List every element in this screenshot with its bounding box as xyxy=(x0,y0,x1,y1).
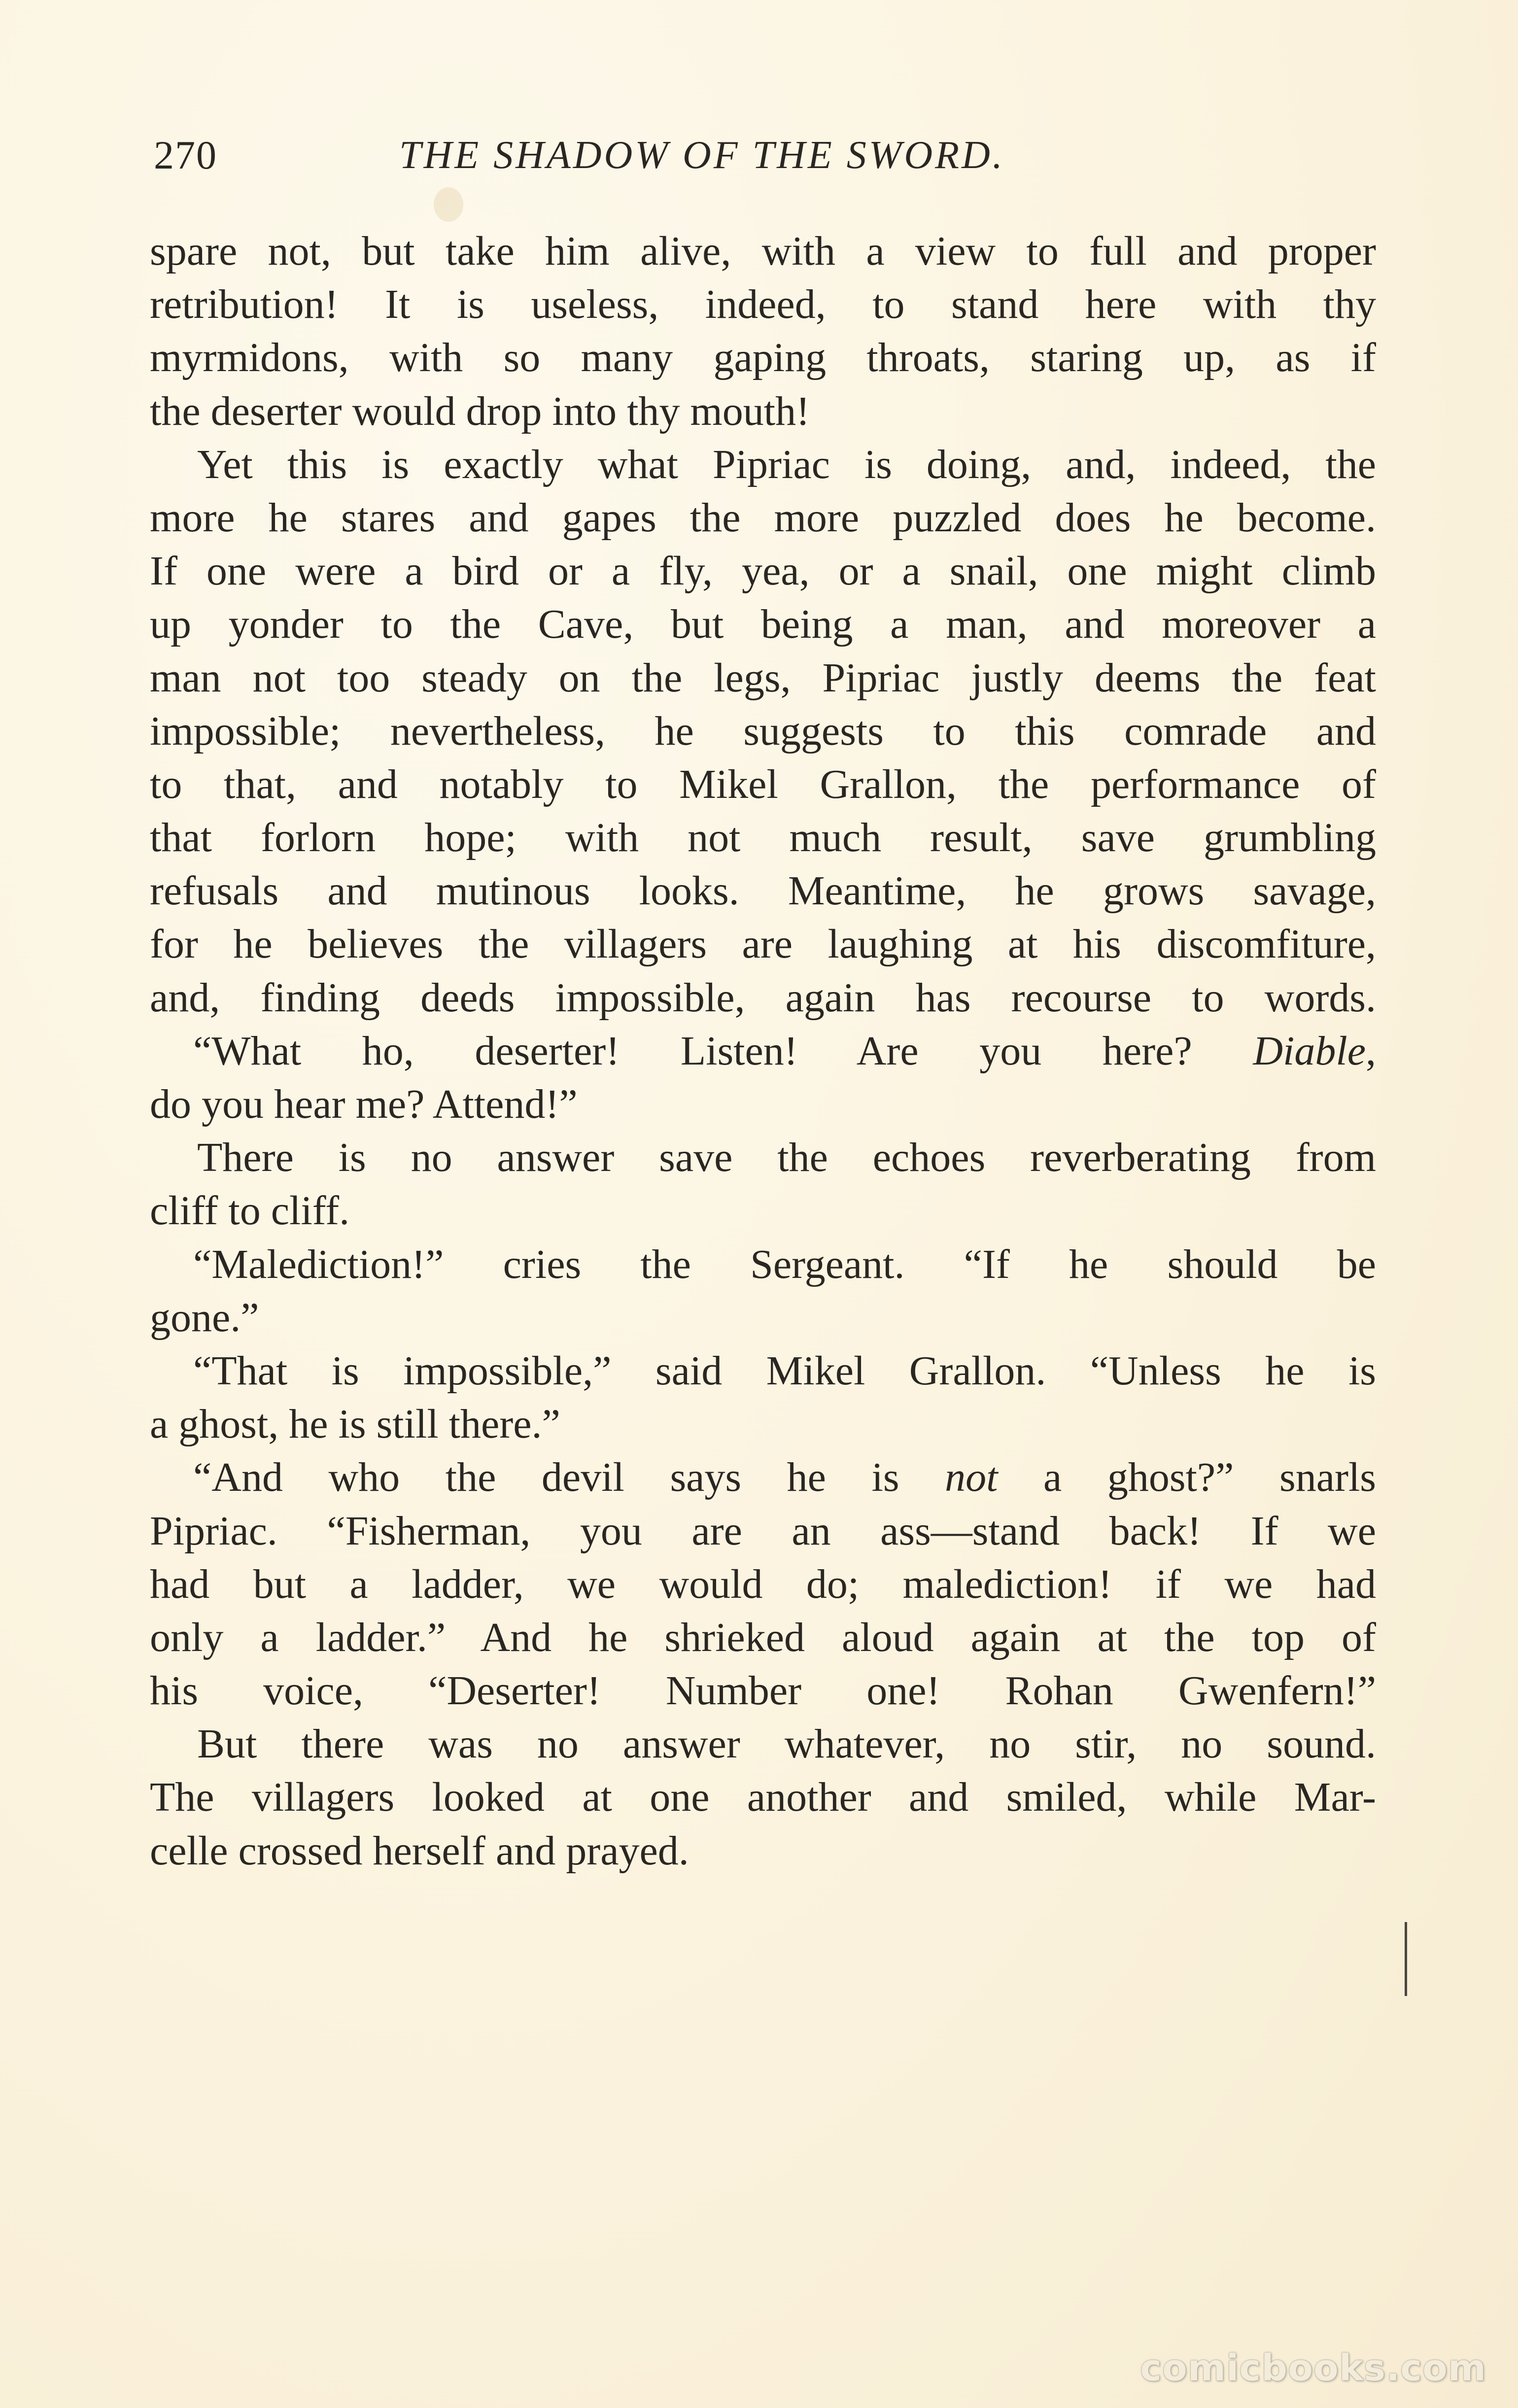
text-line: celle crossed herself and prayed. xyxy=(150,1827,689,1874)
paragraph-first-line: “And who the devil says he is not a ghost?” snarls xyxy=(193,1454,1376,1501)
text-line: his voice, “Deserter! Number one! Rohan Gwenfern!” xyxy=(150,1668,1376,1714)
text-line: man not too steady on the legs, Pipriac justly deems the feat xyxy=(150,654,1376,701)
text-line: refusals and mutinous looks. Meantime, he grows savage, xyxy=(150,868,1376,914)
page-edge-mark xyxy=(1405,1922,1407,1996)
text-line: spare not, but take him alive, with a view to full and proper xyxy=(150,228,1376,274)
paragraph-first-line: “Malediction!” cries the Sergeant. “If he should be xyxy=(193,1241,1376,1287)
paper-stain xyxy=(434,187,463,222)
text-line: gone.” xyxy=(150,1294,259,1341)
text-line: more he stares and gapes the more puzzled does he become. xyxy=(150,494,1376,541)
text-line: cliff to cliff. xyxy=(150,1188,350,1234)
page-number: 270 xyxy=(154,133,217,177)
paragraph-first-line: “What ho, deserter! Listen! Are you here? Diable, xyxy=(193,1028,1376,1074)
text-line: up yonder to the Cave, but being a man, and moreover a xyxy=(150,601,1376,648)
paragraph-first-line: “That is impossible,” said Mikel Grallon. “Unless he is xyxy=(193,1347,1376,1394)
text-line: Pipriac. “Fisherman, you are an ass—stand back! If we xyxy=(150,1508,1376,1554)
running-header xyxy=(148,128,1370,182)
text-line: to that, and notably to Mikel Grallon, the performance of xyxy=(150,761,1376,807)
text-line: retribution! It is useless, indeed, to stand here with thy xyxy=(150,281,1376,328)
text-line: the deserter would drop into thy mouth! xyxy=(150,388,810,434)
text-line: only a ladder.” And he shrieked aloud again at the top of xyxy=(150,1614,1376,1660)
text-line: myrmidons, with so many gaping throats, staring up, as if xyxy=(150,335,1376,381)
paragraph-first-line: But there was no answer whatever, no stir, no sound. xyxy=(197,1721,1376,1767)
paragraph-first-line: There is no answer save the echoes reverberating from xyxy=(197,1135,1376,1181)
watermark-logo: comicbooks.com xyxy=(1140,2347,1486,2389)
text-line: impossible; nevertheless, he suggests to this comrade and xyxy=(150,708,1376,754)
text-line: had but a ladder, we would do; malediction! if we had xyxy=(150,1561,1376,1607)
text-line: for he believes the villagers are laughing at his discomfiture, xyxy=(150,921,1376,967)
body-text xyxy=(150,225,1376,1878)
emphasis-word: Diable xyxy=(1253,1028,1366,1074)
running-title: THE SHADOW OF THE SWORD. xyxy=(399,134,1005,177)
emphasis-word: not xyxy=(899,1454,1044,1501)
text-line: The villagers looked at one another and smiled, while Mar- xyxy=(150,1774,1376,1821)
text-line: If one were a bird or a fly, yea, or a snail, one might climb xyxy=(150,548,1376,594)
paragraph-first-line: Yet this is exactly what Pipriac is doing, and, indeed, the xyxy=(197,441,1376,487)
text-line: a ghost, he is still there.” xyxy=(150,1401,560,1447)
text-line: and, finding deeds impossible, again has recourse to words. xyxy=(150,974,1376,1021)
text-line: do you hear me? Attend!” xyxy=(150,1081,578,1127)
text-line: that forlorn hope; with not much result, save grumbling xyxy=(150,815,1376,861)
